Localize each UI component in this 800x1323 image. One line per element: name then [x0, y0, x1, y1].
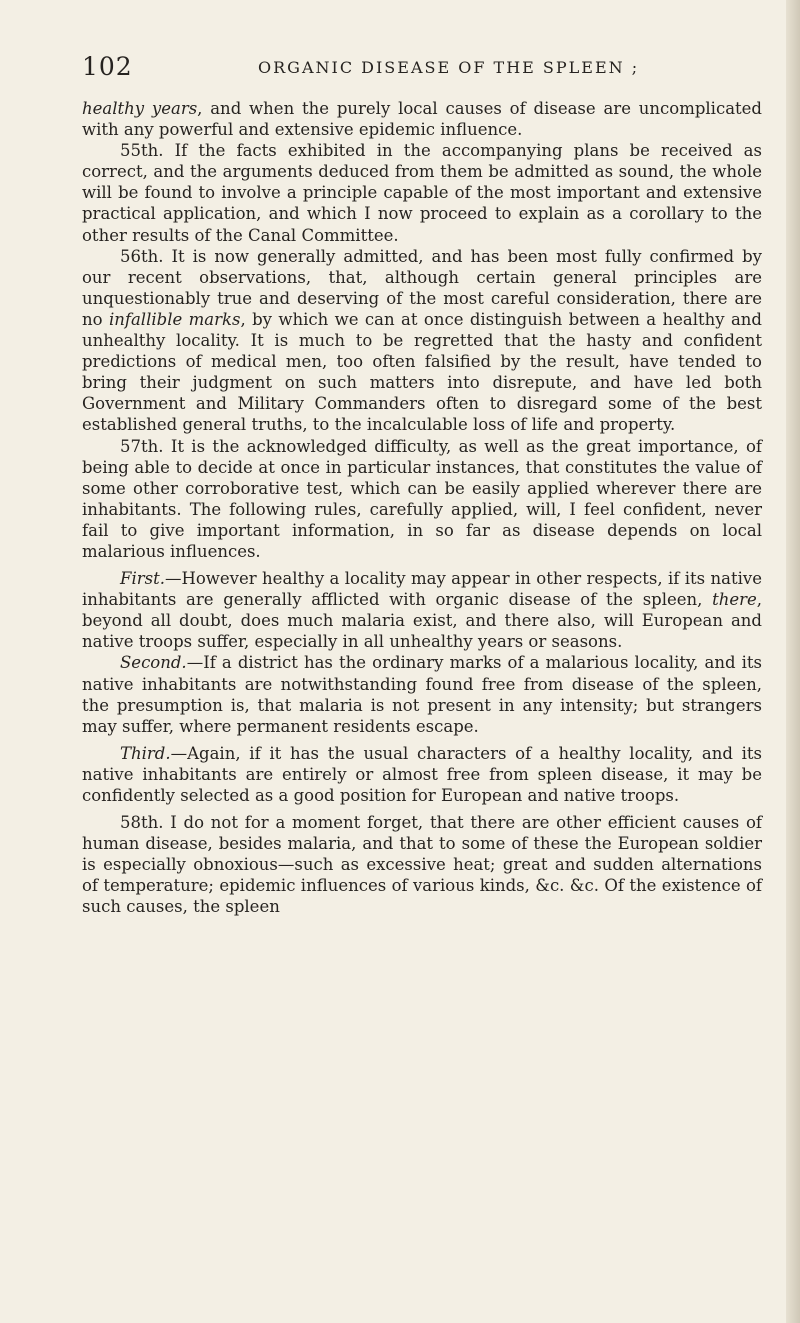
- paragraph-segment: Second.: [120, 653, 187, 673]
- paragraph-segment: , and when the purely local causes of disease are uncomplicated with any powerful and extensive epidemic influence.: [82, 99, 762, 140]
- running-head: ORGANIC DISEASE OF THE SPLEEN ;: [258, 58, 640, 77]
- paragraph-segment: —However healthy a locality may appear in other respects, if its native inhabitants are generally afflicted with organic disease of the spleen,: [82, 569, 762, 610]
- paragraph-57th: [82, 436, 762, 563]
- paragraph-58th: [82, 812, 762, 917]
- page-number: 102: [82, 52, 133, 81]
- paragraph-third-rule: [82, 743, 762, 806]
- page-edge: [786, 0, 800, 1323]
- paragraph-continuation: [82, 98, 762, 140]
- paragraph-segment: Third.: [120, 743, 171, 763]
- paragraph-segment: there: [712, 590, 757, 610]
- paragraph-segment: 58th. I do not for a moment forget, that there are other efficient causes of human disease, besides malaria, and that to some of these the European soldier is especially obnoxious—such as excessive heat; great and sudden alternations of temperature; epidemic influences of various kinds, &c. &c. Of the existence of such causes, the spleen: [82, 813, 762, 917]
- paragraph-segment: healthy years: [82, 99, 198, 118]
- paragraph-55th: [82, 140, 762, 245]
- paragraph-segment: 57th. It is the acknowledged difficulty, as well as the great importance, of being able to decide at once in particular instances, that constitutes the value of some other corroborative test, which can be easily applied wherever there are inhabitants. The following rules, carefully applied, will, I feel confident, never fail to give important information, in so far as disease depends on local malarious influences.: [82, 436, 762, 561]
- paragraph-segment: 56th. It is now generally admitted, and has been most fully confirmed by our recent observations, that, although certain general principles are unquestionably true and deserving of the most careful consideration, there are no: [82, 246, 762, 329]
- paragraph-segment: First.: [120, 569, 165, 589]
- paragraph-second-rule: [82, 652, 762, 736]
- paragraph-first-rule: [82, 568, 762, 652]
- paragraph-segment: —If a district has the ordinary marks of a malarious locality, and its native inhabitants are notwithstanding found free from disease of the spleen, the presumption is, that malaria is not present in any intensity; but strangers may suffer, where permanent residents escape.: [82, 653, 762, 736]
- paragraph-segment: , beyond all doubt, does much malaria exist, and there also, will European and native troops suffer, especially in all unhealthy years or seasons.: [82, 590, 762, 652]
- paragraph-segment: , by which we can at once distinguish between a healthy and unhealthy locality. It is much to be regretted that the hasty and confident predictions of medical men, too often falsified by the result, have tended to bring their judgment on such matters into disrepute, and have led both Government and Military Commanders often to disregard some of the best established general truths, to the incalculable loss of life and property.: [82, 309, 762, 435]
- paragraph-segment: 55th. If the facts exhibited in the accompanying plans be received as correct, and the arguments deduced from them be admitted as sound, the whole will be found to involve a principle capable of the most important and extensive practical application, and which I now proceed to explain as a corollary to the other results of the Canal Committee.: [82, 141, 762, 245]
- body-text: [82, 98, 762, 918]
- paragraph-56th: [82, 246, 762, 436]
- page-header: [82, 52, 762, 82]
- paragraph-segment: —Again, if it has the usual characters of a healthy locality, and its native inhabitants are entirely or almost free from spleen disease, it may be confidently selected as a good position for European and native troops.: [82, 743, 762, 805]
- paragraph-segment: infallible marks: [108, 309, 241, 329]
